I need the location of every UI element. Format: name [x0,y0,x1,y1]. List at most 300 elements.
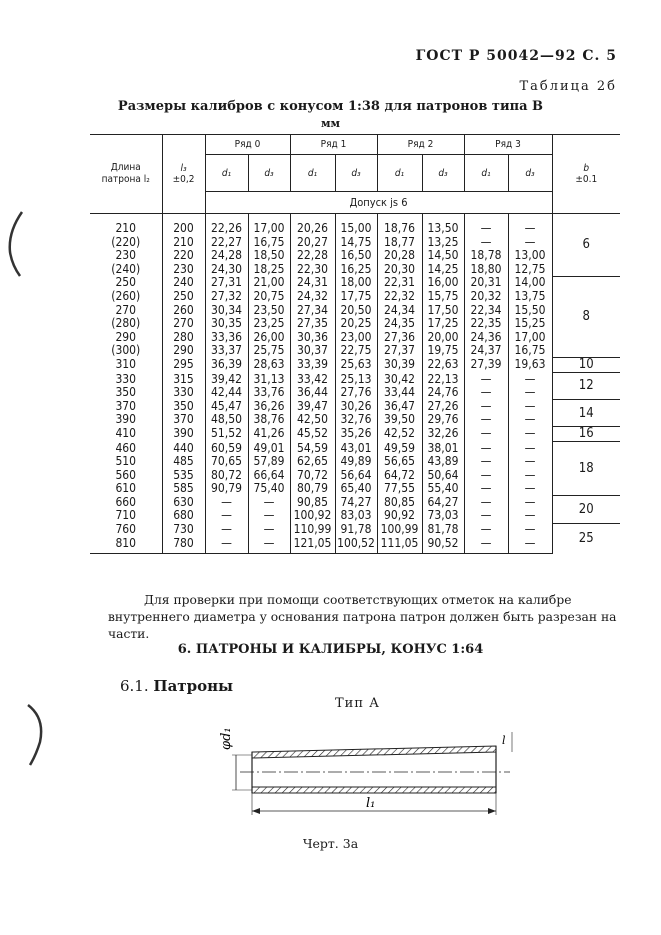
cell-diameter: — [508,427,552,442]
cell-diameter: 38,76 [248,413,290,427]
cell-diameter: 17,25 [422,317,464,331]
cell-diameter: 18,50 [248,249,290,263]
header-row2: Ряд 2 [377,135,464,155]
cell-diameter: 42,50 [290,413,335,427]
cell-diameter: 27,36 [377,331,422,345]
cell-length: (240) [111,261,141,276]
cell-diameter: 16,75 [508,344,552,358]
cell-diameter: 27,34 [290,304,335,318]
cell-diameter: 43,01 [335,442,377,456]
cell-diameter: 16,25 [335,263,377,277]
table-row [90,249,620,263]
header-b: b ±0.1 [552,135,620,214]
cell-diameter: 33,76 [248,386,290,400]
cell-diameter: 38,01 [422,442,464,456]
cell-b-value: 6 [552,214,620,277]
cell-l3: 230 [162,263,205,277]
cell-diameter: 15,50 [508,304,552,318]
cell-diameter: 30,34 [205,304,248,318]
cell-diameter: 90,52 [422,537,464,554]
cell-diameter: 17,00 [508,331,552,345]
table-row [90,304,620,318]
cell-diameter: 111,05 [377,537,422,554]
cell-diameter: — [464,455,508,469]
table-row [90,386,620,400]
cell-diameter: — [205,523,248,537]
cell-diameter: 70,65 [205,455,248,469]
cell-length: 460 [115,440,137,455]
cell-diameter: 22,32 [377,290,422,304]
cell-diameter: 110,99 [290,523,335,537]
table-row [90,400,620,414]
cell-diameter: 83,03 [335,509,377,523]
cell-diameter: 16,00 [422,276,464,290]
cell-l3: 780 [162,537,205,554]
subsection-number: 6.1. [120,677,149,695]
table-row [90,290,620,304]
header-d1: d₁ [464,155,508,192]
cell-diameter: 15,00 [335,214,377,236]
table-row [90,236,620,250]
cell-b-value: 8 [552,276,620,358]
cell-l3: 585 [162,482,205,496]
cell-diameter: 15,75 [422,290,464,304]
cell-l3: 315 [162,373,205,387]
cell-diameter: 20,26 [290,214,335,236]
type-label: Тип А [335,696,380,711]
cell-diameter: 18,00 [335,276,377,290]
cell-diameter: 16,50 [335,249,377,263]
cell-diameter: — [508,413,552,427]
cell-diameter: 75,40 [248,482,290,496]
table-row [90,537,620,554]
cell-diameter: 70,72 [290,469,335,483]
header-d3: d₃ [508,155,552,192]
cell-length: 810 [90,537,162,554]
cell-diameter: 121,05 [290,537,335,554]
cell-length: 410 [115,426,137,441]
cell-diameter: 24,76 [422,386,464,400]
cell-diameter: — [508,496,552,510]
cell-diameter: 22,30 [290,263,335,277]
table-row [90,214,620,236]
cell-diameter: 48,50 [205,413,248,427]
cell-diameter: 54,59 [290,442,335,456]
cell-l3: 260 [162,304,205,318]
cell-diameter: — [508,469,552,483]
cell-diameter: — [508,482,552,496]
cell-diameter: 14,25 [422,263,464,277]
cell-diameter: 33,39 [290,358,335,373]
cell-diameter: 90,79 [205,482,248,496]
cell-diameter: — [508,537,552,554]
cell-diameter: 56,65 [377,455,422,469]
cell-diameter: 14,75 [335,236,377,250]
header-d1: d₁ [205,155,248,192]
cell-diameter: 42,44 [205,386,248,400]
cell-l3: 350 [162,400,205,414]
cell-diameter: 22,26 [205,214,248,236]
cell-diameter: 73,03 [422,509,464,523]
cell-diameter: — [464,482,508,496]
cell-diameter: — [508,455,552,469]
cell-diameter: 50,64 [422,469,464,483]
table-row [90,413,620,427]
cell-diameter: 24,30 [205,263,248,277]
cell-length: 510 [115,454,137,469]
cell-diameter: — [464,400,508,414]
table-row [90,317,620,331]
cell-diameter: 41,26 [248,427,290,442]
cell-diameter: 30,26 [335,400,377,414]
cell-length: 760 [115,522,137,537]
cell-length: 250 [115,275,137,290]
cell-diameter: 17,00 [248,214,290,236]
cell-diameter: 12,75 [508,263,552,277]
cell-diameter: 24,37 [464,344,508,358]
cell-l3: 390 [162,427,205,442]
tube-wall-top [252,746,496,758]
cell-diameter: — [508,373,552,387]
diameter-label: φd₁ [219,727,234,750]
cell-length: 310 [115,357,137,372]
bracket-mark-1 [10,212,22,276]
cell-length: (280) [111,316,141,331]
cell-diameter: 49,59 [377,442,422,456]
table-row [90,358,620,373]
cell-diameter: — [464,509,508,523]
cell-diameter: 27,32 [205,290,248,304]
cell-length: 230 [115,248,137,263]
cell-diameter: 80,72 [205,469,248,483]
cell-length: 390 [115,412,137,427]
cell-diameter: 81,78 [422,523,464,537]
cell-diameter: 91,78 [335,523,377,537]
cell-length: 270 [115,302,137,317]
cell-l3: 370 [162,413,205,427]
cell-diameter: 27,76 [335,386,377,400]
table-label: Таблица 2б [519,79,617,94]
cell-diameter: 56,64 [335,469,377,483]
cell-diameter: 66,64 [248,469,290,483]
cell-diameter: 100,99 [377,523,422,537]
cell-diameter: 77,55 [377,482,422,496]
cell-l3: 730 [162,523,205,537]
cell-diameter: 29,76 [422,413,464,427]
cell-diameter: — [464,427,508,442]
note-paragraph: Для проверки при помощи соответствующих отметок на калибре внутреннего диаметра у основания патрона патрон должен быть разрезан на части. [108,593,617,641]
header-d3: d₃ [248,155,290,192]
cell-diameter: 15,25 [508,317,552,331]
cell-diameter: — [464,496,508,510]
right-dim-label: l [502,734,506,747]
cell-length: 710 [115,508,137,523]
cell-diameter: — [248,523,290,537]
cell-l3: 220 [162,249,205,263]
cell-diameter: 36,26 [248,400,290,414]
cell-diameter: 42,52 [377,427,422,442]
length-label: l₁ [366,796,376,811]
cell-diameter: 13,00 [508,249,552,263]
cell-diameter: 24,36 [464,331,508,345]
cell-diameter: 33,42 [290,373,335,387]
cell-diameter: 23,50 [248,304,290,318]
cell-diameter: 39,47 [290,400,335,414]
cell-diameter: — [508,386,552,400]
table-row [90,523,620,537]
cell-diameter: 90,85 [290,496,335,510]
cell-diameter: 20,32 [464,290,508,304]
cell-diameter: — [508,442,552,456]
cell-diameter: 64,27 [422,496,464,510]
cell-l3: 330 [162,386,205,400]
cell-l3: 210 [162,236,205,250]
cell-diameter: 28,63 [248,358,290,373]
cell-diameter: 24,31 [290,276,335,290]
cell-diameter: 90,92 [377,509,422,523]
table-unit: мм [320,117,341,130]
calibers-table [90,134,620,554]
cell-diameter: 13,25 [422,236,464,250]
subsection-heading [120,677,233,695]
cell-diameter: 20,50 [335,304,377,318]
cell-diameter: — [508,509,552,523]
header-d3: d₃ [335,155,377,192]
cell-diameter: — [248,496,290,510]
cell-diameter: 27,35 [290,317,335,331]
cell-diameter: 25,63 [335,358,377,373]
subsection-title: Патроны [153,677,234,695]
cell-diameter: 32,26 [422,427,464,442]
cell-diameter: 27,39 [464,358,508,373]
cell-diameter: 27,31 [205,276,248,290]
header-row0: Ряд 0 [205,135,290,155]
cell-b-value: 20 [552,496,620,523]
cell-diameter: — [508,214,552,236]
cell-diameter: 33,36 [205,331,248,345]
cell-l3: 270 [162,317,205,331]
header-d1: d₁ [377,155,422,192]
cell-length: 560 [115,467,137,482]
cell-diameter: — [464,236,508,250]
cell-length: 210 [115,221,137,235]
cell-diameter: 18,77 [377,236,422,250]
cell-diameter: 22,75 [335,344,377,358]
section-6-heading: 6. ПАТРОНЫ И КАЛИБРЫ, КОНУС 1:64 [177,642,484,657]
cell-diameter: 20,31 [464,276,508,290]
cell-diameter: 80,85 [377,496,422,510]
cell-diameter: 39,42 [205,373,248,387]
cell-diameter: — [464,214,508,236]
cell-diameter: 35,26 [335,427,377,442]
cell-diameter: 27,37 [377,344,422,358]
table-row [90,331,620,345]
cell-diameter: 20,30 [377,263,422,277]
cell-diameter: 14,50 [422,249,464,263]
cell-b-value: 16 [552,427,620,442]
cell-diameter: 20,25 [335,317,377,331]
table-row [90,276,620,290]
table-row [90,455,620,469]
cell-diameter: 18,80 [464,263,508,277]
table-row [90,344,620,358]
cell-diameter: 55,40 [422,482,464,496]
cell-diameter: — [205,509,248,523]
cell-diameter: 24,32 [290,290,335,304]
header-length: Длина патрона l₂ [90,135,162,214]
cell-diameter: 45,47 [205,400,248,414]
cell-diameter: 49,01 [248,442,290,456]
page-header: ГОСТ Р 50042—92 С. 5 [415,48,617,64]
cell-diameter: 22,13 [422,373,464,387]
cell-b-value: 10 [552,358,620,373]
figure-caption: Черт. 3а [302,836,359,851]
cell-diameter: 30,36 [290,331,335,345]
cell-diameter: 74,27 [335,496,377,510]
cell-diameter: 20,28 [377,249,422,263]
cell-l3: 250 [162,290,205,304]
cell-diameter: 23,25 [248,317,290,331]
cell-diameter: 49,89 [335,455,377,469]
cell-length: 610 [115,481,137,496]
cell-diameter: 25,75 [248,344,290,358]
table-row [90,496,620,510]
cell-diameter: 100,92 [290,509,335,523]
cell-diameter: 62,65 [290,455,335,469]
cell-diameter: 30,42 [377,373,422,387]
header-d3: d₃ [422,155,464,192]
cell-l3: 200 [162,214,205,236]
cell-diameter: 33,37 [205,344,248,358]
cell-l3: 680 [162,509,205,523]
cell-diameter: 80,79 [290,482,335,496]
table-row [90,373,620,387]
cell-diameter: — [248,537,290,554]
cell-diameter: — [508,523,552,537]
cell-diameter: 57,89 [248,455,290,469]
cell-diameter: 21,00 [248,276,290,290]
cell-length: (220) [111,234,141,249]
cell-diameter: 39,50 [377,413,422,427]
cell-diameter: — [464,442,508,456]
cell-diameter: 36,39 [205,358,248,373]
cartridge-drawing [200,712,530,830]
cell-b-value: 25 [552,523,620,554]
cell-length: 660 [115,494,137,509]
cell-diameter: 30,37 [290,344,335,358]
cell-diameter: 65,40 [335,482,377,496]
cell-diameter: 17,50 [422,304,464,318]
cell-diameter: 51,52 [205,427,248,442]
cell-diameter: — [464,523,508,537]
cell-diameter: 14,00 [508,276,552,290]
header-d1: d₁ [290,155,335,192]
header-l3: l₃ ±0,2 [162,135,205,214]
cell-diameter: — [464,413,508,427]
cell-diameter: 27,26 [422,400,464,414]
cell-diameter: 32,76 [335,413,377,427]
cell-length: 370 [115,398,137,413]
table-row [90,427,620,442]
cell-diameter: 36,47 [377,400,422,414]
cell-diameter: 13,75 [508,290,552,304]
cell-diameter: 22,31 [377,276,422,290]
cell-diameter: 24,35 [377,317,422,331]
cell-diameter: 20,00 [422,331,464,345]
cell-length: 330 [115,371,137,386]
cell-diameter: — [508,400,552,414]
cell-diameter: 13,50 [422,214,464,236]
table-row [90,509,620,523]
cell-diameter: 30,39 [377,358,422,373]
cell-b-value: 14 [552,400,620,427]
cell-diameter: — [464,373,508,387]
table-row [90,469,620,483]
tolerance-label: Допуск js 6 [205,192,552,214]
cell-length: (300) [111,343,141,358]
cell-diameter: 36,44 [290,386,335,400]
cell-diameter: 60,59 [205,442,248,456]
cell-diameter: 22,35 [464,317,508,331]
cell-diameter: 26,00 [248,331,290,345]
cell-b-value: 12 [552,373,620,400]
cell-diameter: 45,52 [290,427,335,442]
cell-diameter: 22,63 [422,358,464,373]
cell-length: (260) [111,288,141,303]
table-row [90,482,620,496]
cell-diameter: — [248,509,290,523]
cell-diameter: 17,75 [335,290,377,304]
cell-diameter: 100,52 [335,537,377,554]
cell-diameter: — [464,537,508,554]
cell-diameter: — [205,496,248,510]
cell-diameter: — [205,537,248,554]
cell-diameter: 43,89 [422,455,464,469]
cell-length: 290 [115,329,137,344]
cell-l3: 630 [162,496,205,510]
header-row1: Ряд 1 [290,135,377,155]
cell-diameter: 22,34 [464,304,508,318]
table-row [90,442,620,456]
cell-diameter: 24,34 [377,304,422,318]
cell-diameter: 18,76 [377,214,422,236]
cell-l3: 280 [162,331,205,345]
cell-l3: 290 [162,344,205,358]
table-row [90,263,620,277]
cell-l3: 295 [162,358,205,373]
cell-diameter: 64,72 [377,469,422,483]
cell-diameter: 22,28 [290,249,335,263]
cell-l3: 485 [162,455,205,469]
cell-b-value: 18 [552,442,620,496]
cell-l3: 240 [162,276,205,290]
cell-diameter: 20,27 [290,236,335,250]
cell-diameter: 16,75 [248,236,290,250]
cell-diameter: — [464,386,508,400]
cell-diameter: 24,28 [205,249,248,263]
header-row3: Ряд 3 [464,135,552,155]
table-title: Размеры калибров с конусом 1:38 для патронов типа В [117,99,544,114]
cell-diameter: — [508,236,552,250]
cell-length: 350 [115,385,137,400]
cell-diameter: 19,75 [422,344,464,358]
cell-diameter: 22,27 [205,236,248,250]
cell-diameter: 23,00 [335,331,377,345]
cell-diameter: 18,78 [464,249,508,263]
cell-l3: 440 [162,442,205,456]
tube-wall-bottom [252,787,496,793]
cell-diameter: 31,13 [248,373,290,387]
